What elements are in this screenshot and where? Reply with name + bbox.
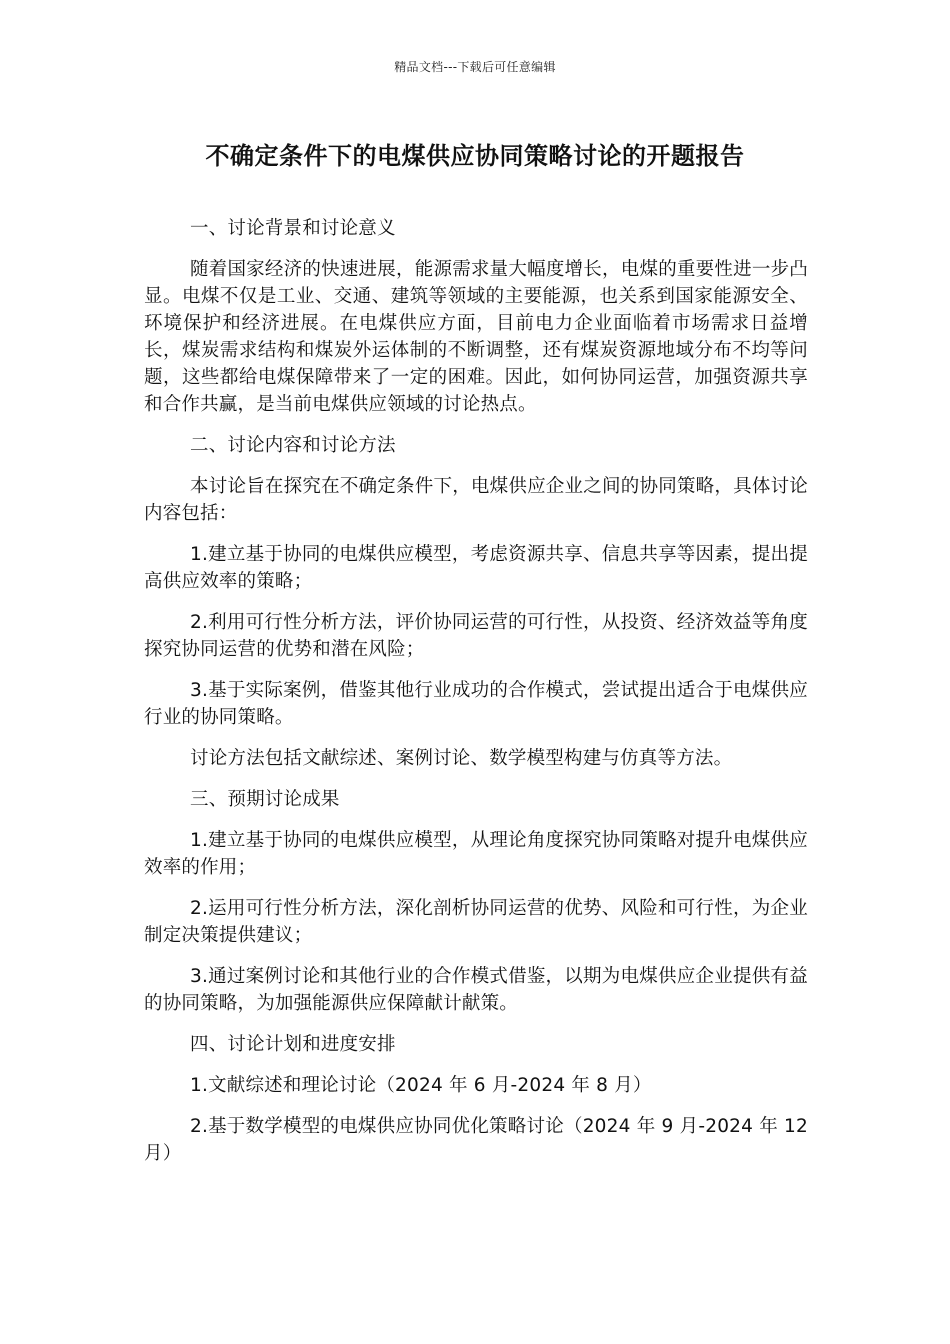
paragraph-methods: 讨论方法包括文献综述、案例讨论、数学模型构建与仿真等方法。 <box>190 748 733 769</box>
paragraph-background: 随着国家经济的快速进展，能源需求量大幅度增长，电煤的重要性进一步凸显。电煤不仅是工业、交通、建筑等领域的主要能源，也关系到国家能源安全、环境保护和经济进展。在电煤供应方面，目前电力企业面临着市场需求日益增长，煤炭需求结构和煤炭外运体制的不断调整，还有煤炭资源地域分布不均等问题，这些都给电煤保障带来了一定的困难。因此，如何协同运营，加强资源共享和合作共赢，是当前电煤供应领域的讨论热点。 <box>144 259 808 415</box>
list-item-outcome-2: 2.运用可行性分析方法，深化剖析协同运营的优势、风险和可行性，为企业制定决策提供建议； <box>144 898 808 946</box>
section-heading-4: 四、讨论计划和进度安排 <box>190 1034 396 1055</box>
list-item-outcome-3: 3.通过案例讨论和其他行业的合作模式借鉴，以期为电煤供应企业提供有益的协同策略，为加强能源供应保障献计献策。 <box>144 966 808 1014</box>
section-heading-3: 三、预期讨论成果 <box>190 789 340 810</box>
paragraph-content-intro: 本讨论旨在探究在不确定条件下，电煤供应企业之间的协同策略，具体讨论内容包括： <box>144 476 808 524</box>
list-item-content-3: 3.基于实际案例，借鉴其他行业成功的合作模式，尝试提出适合于电煤供应行业的协同策略。 <box>144 680 808 728</box>
section-heading-1: 一、讨论背景和讨论意义 <box>190 218 396 239</box>
list-item-outcome-1: 1.建立基于协同的电煤供应模型，从理论角度探究协同策略对提升电煤供应效率的作用； <box>144 830 808 878</box>
list-item-schedule-1: 1.文献综述和理论讨论（2024 年 6 月-2024 年 8 月） <box>190 1075 652 1096</box>
list-item-content-1: 1.建立基于协同的电煤供应模型，考虑资源共享、信息共享等因素，提出提高供应效率的策略； <box>144 544 808 592</box>
section-heading-2: 二、讨论内容和讨论方法 <box>190 435 396 456</box>
list-item-content-2: 2.利用可行性分析方法，评价协同运营的可行性，从投资、经济效益等角度探究协同运营的优势和潜在风险； <box>144 612 808 660</box>
list-item-schedule-2: 2.基于数学模型的电煤供应协同优化策略讨论（2024 年 9 月-2024 年 12 月） <box>144 1116 808 1164</box>
document-body <box>144 215 808 1181</box>
header-note: 精品文档---下载后可任意编辑 <box>394 60 556 74</box>
document-title: 不确定条件下的电煤供应协同策略讨论的开题报告 <box>205 142 745 170</box>
